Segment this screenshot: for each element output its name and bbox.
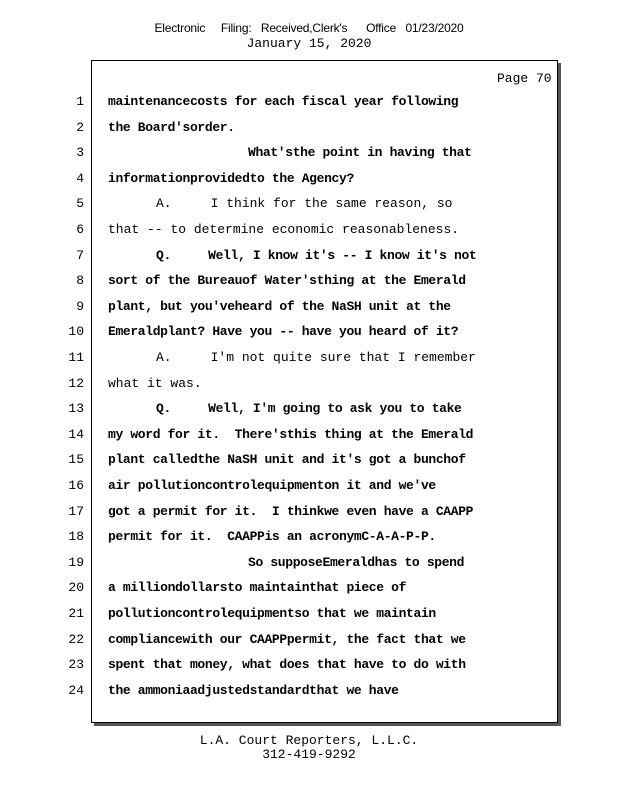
transcript-line: the Board'sorder.: [108, 119, 235, 135]
transcript-line: plant, but you'veheard of the NaSH unit at the: [108, 298, 451, 314]
line-number: 23: [68, 657, 84, 673]
line-number: 3: [76, 145, 84, 161]
transcript-line: compliancewith our CAAPPpermit, the fact that we: [108, 631, 466, 647]
line-number: 12: [68, 375, 84, 391]
transcript-line: A. I'm not quite sure that I remember: [156, 350, 476, 365]
line-number: 2: [76, 119, 84, 135]
line-number: 19: [68, 554, 84, 570]
line-number: 21: [68, 606, 84, 621]
line-number: 24: [68, 682, 84, 698]
transcript-line: permit for it. CAAPPis an acronymC-A-A-P-P.: [108, 529, 436, 545]
line-number: 4: [76, 170, 84, 186]
transcript-line: Q. Well, I know it's -- I know it's not: [156, 247, 477, 263]
transcript-line: Emeraldplant? Have you -- have you heard of it?: [108, 324, 459, 340]
line-number: 18: [68, 529, 84, 545]
transcript-line: a milliondollarsto maintainthat piece of: [108, 580, 407, 596]
transcript-line: got a permit for it. I thinkwe even have a CAAPP: [108, 503, 474, 519]
line-number: 7: [76, 247, 84, 263]
transcript-line: maintenancecosts for each fiscal year following: [108, 94, 459, 109]
line-number: 13: [68, 401, 84, 417]
page-number: Page 70: [497, 71, 552, 86]
line-number: 11: [68, 350, 84, 365]
line-number: 1: [76, 94, 84, 109]
line-number: 8: [76, 273, 84, 289]
line-number: 6: [76, 222, 84, 237]
reporter-phone: 312-419-9292: [262, 747, 356, 762]
line-number: 5: [76, 196, 84, 212]
transcript-line: So supposeEmeraldhas to spend: [248, 554, 465, 570]
transcript-line: What'sthe point in having that: [248, 145, 472, 161]
transcript-line: the ammoniaadjustedstandardthat we have: [108, 682, 399, 698]
transcript-line: informationprovidedto the Agency?: [108, 170, 354, 186]
transcript-line: spent that money, what does that have to do with: [108, 657, 466, 673]
line-number: 10: [68, 324, 84, 340]
line-number: 22: [68, 631, 84, 647]
transcript-line: air pollutioncontrolequipmenton it and we've: [108, 478, 436, 493]
line-number: 15: [68, 452, 84, 468]
transcript-line: my word for it. There'sthis thing at the Emerald: [108, 426, 474, 442]
reporter-company: L.A. Court Reporters, L.L.C.: [199, 733, 419, 748]
line-number: 14: [68, 426, 84, 442]
transcript-line: that -- to determine economic reasonableness.: [108, 222, 460, 237]
filing-stamp: Electronic Filing: Received,Clerk's Office 01/23/2020: [154, 21, 464, 35]
line-number: 9: [76, 298, 84, 314]
transcript-line: what it was.: [108, 375, 202, 391]
line-number: 16: [68, 478, 84, 493]
transcript-line: Q. Well, I'm going to ask you to take: [156, 401, 462, 417]
transcript-line: pollutioncontrolequipmentso that we maintain: [108, 606, 436, 621]
transcript-line: A. I think for the same reason, so: [156, 196, 453, 212]
transcript-line: plant calledthe NaSH unit and it's got a bunchof: [108, 452, 466, 468]
line-number: 17: [68, 503, 84, 519]
transcript-line: sort of the Bureauof Water'sthing at the Emerald: [108, 273, 466, 289]
line-number: 20: [68, 580, 84, 596]
hearing-date: January 15, 2020: [246, 36, 372, 51]
